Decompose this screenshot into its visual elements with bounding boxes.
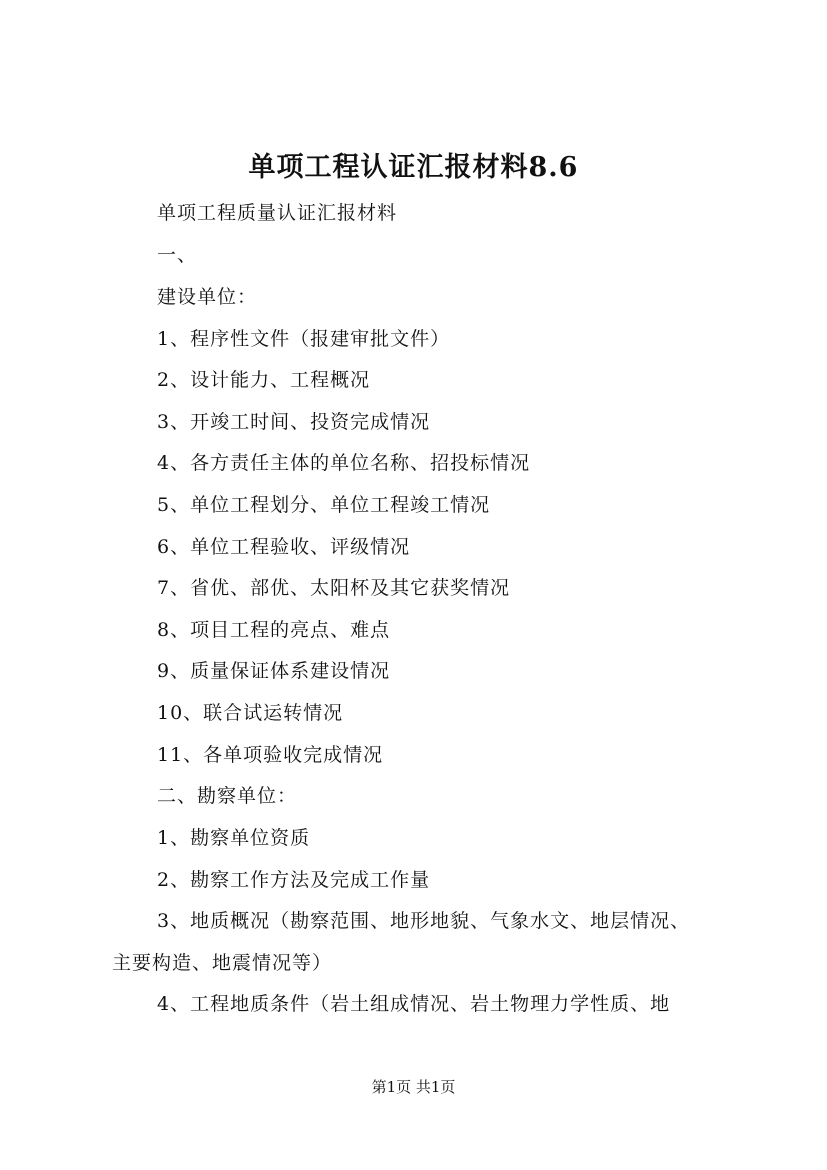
document-line: 6、单位工程验收、评级情况 bbox=[157, 536, 411, 558]
document-line: 10、联合试运转情况 bbox=[157, 702, 344, 724]
document-line: 4、工程地质条件（岩土组成情况、岩土物理力学性质、地 bbox=[157, 993, 671, 1015]
document-title: 单项工程认证汇报材料8.6 bbox=[248, 152, 579, 183]
document-line: 主要构造、地震情况等） bbox=[112, 952, 333, 974]
document-line: 8、项目工程的亮点、难点 bbox=[157, 619, 391, 641]
document-line: 9、质量保证体系建设情况 bbox=[157, 660, 391, 682]
document-line: 2、设计能力、工程概况 bbox=[157, 369, 371, 391]
document-line: 建设单位： bbox=[157, 286, 258, 308]
document-line: 1、程序性文件（报建审批文件） bbox=[157, 328, 451, 350]
document-line: 7、省优、部优、太阳杯及其它获奖情况 bbox=[157, 577, 511, 599]
page-footer: 第1页 共1页 bbox=[371, 1078, 456, 1096]
document-line: 单项工程质量认证汇报材料 bbox=[157, 202, 398, 224]
document-line: 1、勘察单位资质 bbox=[157, 827, 311, 849]
document-line: 4、各方责任主体的单位名称、招投标情况 bbox=[157, 452, 531, 474]
document-line: 2、勘察工作方法及完成工作量 bbox=[157, 869, 431, 891]
document-line: 3、地质概况（勘察范围、地形地貌、气象水文、地层情况、 bbox=[157, 910, 691, 932]
document-line: 一、 bbox=[157, 244, 198, 266]
document-line: 11、各单项验收完成情况 bbox=[157, 744, 384, 766]
document-line: 3、开竣工时间、投资完成情况 bbox=[157, 411, 431, 433]
document-line: 二、勘察单位： bbox=[157, 785, 298, 807]
document-line: 5、单位工程划分、单位工程竣工情况 bbox=[157, 494, 491, 516]
